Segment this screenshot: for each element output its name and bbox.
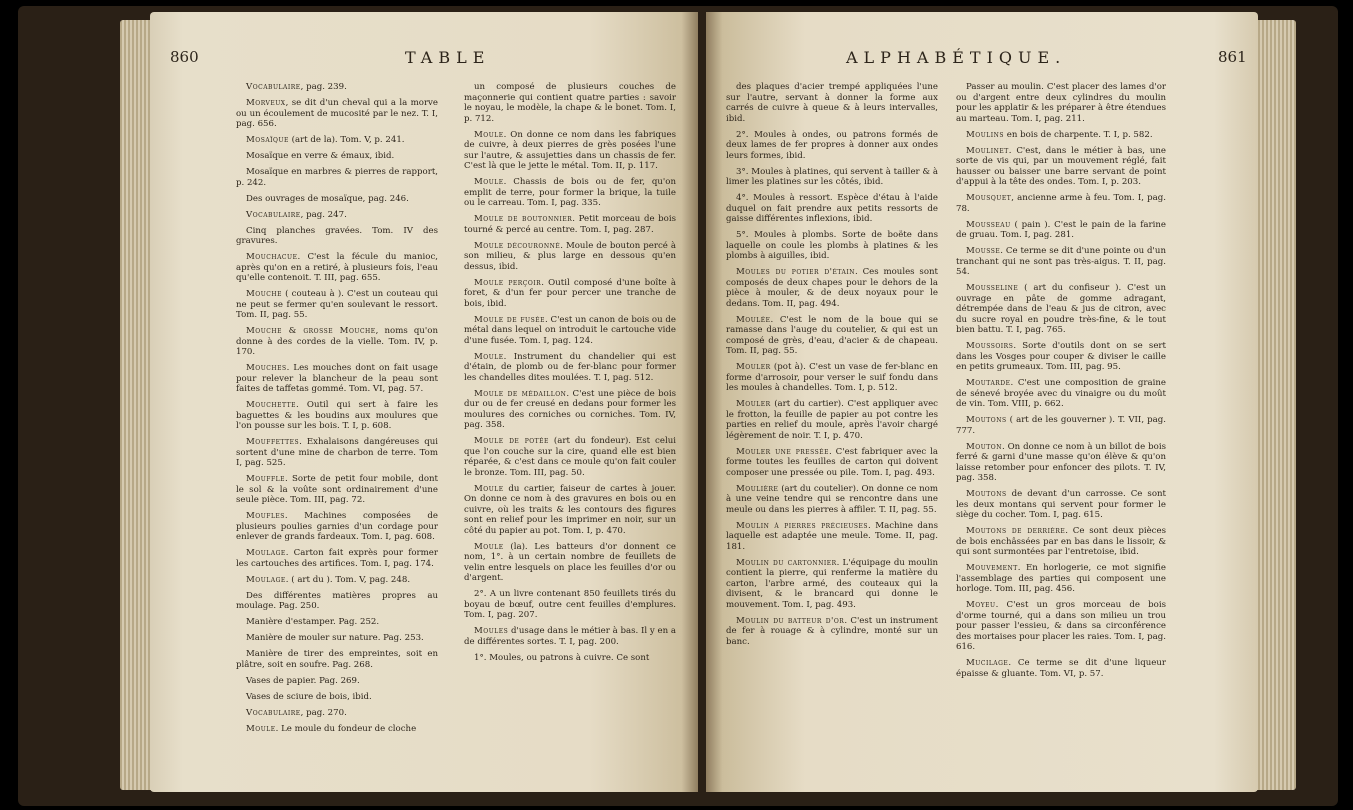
index-entry xyxy=(726,267,938,309)
entry-headword: Mouchette xyxy=(246,400,296,410)
entry-text: . Outil composé d'une boîte à foret, & d'un fer pour percer une tranche de bois, ibid. xyxy=(464,277,676,309)
index-entry xyxy=(236,575,438,586)
index-entry xyxy=(236,210,438,221)
entry-text: Manière d'estamper. Pag. 252. xyxy=(246,617,380,627)
entry-text: (pot à). C'est un vase de fer-blanc en forme d'arrosoir, pour verser le suif fondu dans les moules à chandelles. Tom. I, p. 512. xyxy=(726,362,938,393)
entry-text: . On donne ce nom à un billot de bois ferré & garni d'une masse qu'on élève & qu'on laisse retomber pour enfoncer des pilots. T. IV, pag. 358. xyxy=(956,441,1166,483)
entry-headword: Moussoirs xyxy=(966,341,1014,351)
entry-headword: Moulière xyxy=(736,483,779,494)
right-page-number: 861 xyxy=(1218,48,1247,66)
entry-headword: Moules du potier d'étain xyxy=(736,267,856,277)
entry-text: . L'équipage du moulin contient la pierre, qui renferme la matière du carton, l'arbre armé, des couteaux qui la divisent, & le brancard qui donne le mouvement. Tom. I, pag. 493. xyxy=(726,557,938,610)
index-entry xyxy=(236,437,438,469)
entry-text: Des différentes matières propres au moulage. Pag. 250. xyxy=(236,590,438,611)
entry-text: . On donne ce nom dans les fabriques de cuivre, à deux pierres de grès posées l'une sur l'autre, & assujetties dans un chassis de fer. C'est là que le jette le métal. Tom. II, p. 117. xyxy=(464,129,676,171)
entry-headword: Moule xyxy=(474,541,504,552)
entry-headword: Mouvement xyxy=(966,563,1018,573)
entry-text: un composé de plusieurs couches de maçonnerie qui contient quatre parties : savoir le noyau, le modèle, la chape & le bonet. Tom. I, p. 712. xyxy=(464,82,676,124)
right-running-head: ALPHABÉTIQUE. xyxy=(846,48,1067,67)
index-entry xyxy=(236,708,438,719)
entry-headword: Mouches xyxy=(246,363,287,373)
index-entry xyxy=(464,214,676,235)
entry-headword: Mousseau xyxy=(966,219,1011,230)
index-entry xyxy=(236,548,438,569)
entry-text: . C'est la fécule du manioc, après qu'on en a retiré, à plusieurs fois, l'eau qu'elle contenoit. T. III, pag. 655. xyxy=(236,252,438,283)
index-entry xyxy=(956,220,1166,241)
entry-headword: Moutarde xyxy=(966,378,1011,388)
entry-headword: Moule de fusée xyxy=(474,314,545,325)
index-entry xyxy=(236,194,438,205)
entry-text: , pag. 239. xyxy=(300,82,347,92)
left-column-2 xyxy=(464,82,676,669)
entry-headword: Mouton xyxy=(966,441,1002,452)
entry-headword: Moulins xyxy=(966,129,1004,140)
entry-text: . C'est, dans le métier à bas, une sorte de vis qui, par un mouvement réglé, fait hausser ou baisser une barre servant de point d'appui à la tête des ondes. Tom. I, p. 203. xyxy=(956,145,1166,187)
entry-text: , pag. 270. xyxy=(300,707,347,718)
index-entry xyxy=(956,246,1166,278)
entry-headword: Moule xyxy=(474,177,504,187)
entry-text: (art de la). Tom. V, p. 241. xyxy=(288,135,405,145)
entry-text: . Outil qui sert à faire les baguettes & les boudins aux moulures que l'on pousse sur les bois. T. I, p. 608. xyxy=(236,400,438,431)
index-entry xyxy=(236,511,438,543)
entry-text: 1°. Moules, ou patrons à cuivre. Ce sont xyxy=(474,652,650,663)
entry-text: (art du coutelier). On donne ce nom à une veine tendre qui se rencontre dans une meule ou dans les pierres à affiler. T. II, pag. 55. xyxy=(726,483,938,515)
left-page-number: 860 xyxy=(170,48,199,66)
index-entry xyxy=(956,489,1166,521)
entry-headword: Mouler xyxy=(736,362,771,372)
entry-text: en bois de charpente. T. I, p. 582. xyxy=(1004,129,1153,140)
index-entry xyxy=(464,389,676,431)
index-entry xyxy=(956,658,1166,679)
entry-text: . Petit morceau de bois tourné & percé au centre. Tom. I, pag. 287. xyxy=(464,214,676,235)
right-column-1 xyxy=(726,82,938,653)
entry-headword: Moule de médaillon xyxy=(474,388,567,399)
right-page-edges xyxy=(1256,20,1296,790)
left-running-head: TABLE xyxy=(405,48,491,67)
entry-headword: Moulin du cartonnier xyxy=(736,557,837,568)
index-entry xyxy=(464,278,676,310)
index-entry xyxy=(236,617,438,628)
entry-text: . Ce sont deux pièces de bois enchâssées par en bas dans le lissoir, & qui sont surmontées par l'entretoise, ibid. xyxy=(956,526,1166,557)
entry-headword: Morveux xyxy=(246,98,286,108)
index-entry xyxy=(956,378,1166,410)
entry-headword: Moulinet xyxy=(966,145,1009,156)
entry-text: 4°. Moules à ressort. Espèce d'étau à l'aide duquel on fait prendre aux petits ressorts de gaisse différentes inflexions, ibid. xyxy=(726,193,938,224)
entry-headword: Vocabulaire xyxy=(246,209,301,220)
entry-headword: Mosaïque xyxy=(246,135,289,145)
entry-text: 2°. A un livre contenant 850 feuillets tirés du boyau de bœuf, outre cent feuilles d'emplures. Tom. I, pag. 207. xyxy=(464,589,676,620)
entry-text: . Chassis de bois ou de fer, qu'on emplit de terre, pour former la brique, la tuile ou le carreau. Tom. I, pag. 335. xyxy=(464,177,676,208)
entry-text: . Machine dans laquelle est adaptée une meule. Tome. II, pag. 181. xyxy=(726,520,938,552)
index-entry xyxy=(236,591,438,612)
index-entry xyxy=(726,447,938,479)
entry-headword: Moyeu xyxy=(966,600,996,610)
entry-text: Mosaïque en marbres & pierres de rapport, p. 242. xyxy=(236,167,438,188)
entry-text: du cartier, faiseur de cartes à jouer. On donne ce nom à des gravures en bois ou en cuivre, où les traits & les contours des figures sont en relief pour les imprimer en noir, sur un côté du papier au pot. Tom. I, p. 470. xyxy=(464,483,676,536)
entry-text: Des ouvrages de mosaïque, pag. 246. xyxy=(246,193,409,204)
right-column-2 xyxy=(956,82,1166,685)
index-entry xyxy=(726,616,938,648)
entry-headword: Mouler une pressée xyxy=(736,446,830,457)
index-entry xyxy=(464,589,676,621)
entry-text: Mosaïque en verre & émaux, ibid. xyxy=(246,151,395,161)
entry-headword: Moule xyxy=(246,723,276,734)
entry-headword: Mouler xyxy=(736,399,771,409)
entry-headword: Mouchacue xyxy=(246,252,298,262)
entry-text: des plaques d'acier trempé appliquées l'une sur l'autre, servant à donner la forme aux carrés de cuivre à queue & à leurs intervalles, ibid. xyxy=(726,82,938,124)
entry-headword: Mousseline xyxy=(966,283,1019,293)
index-entry xyxy=(956,193,1166,214)
index-entry xyxy=(236,692,438,703)
entry-text: . Moule de bouton percé à son milieu, & plus large en dessous qu'en dessus, ibid. xyxy=(464,240,676,272)
index-entry xyxy=(726,130,938,162)
index-entry xyxy=(726,362,938,394)
index-entry xyxy=(464,352,676,384)
entry-text: . Le moule du fondeur de cloche xyxy=(275,723,417,734)
entry-headword: Mouche & grosse Mouche xyxy=(246,326,376,336)
index-entry xyxy=(464,82,676,124)
entry-text: , se dit d'un cheval qui a la morve ou un écoulement de mucosité par le nez. T. I, pag. 656. xyxy=(236,98,438,129)
index-entry xyxy=(726,230,938,262)
index-entry xyxy=(236,82,438,93)
entry-headword: Moufles xyxy=(246,511,285,521)
entry-headword: Mouffettes xyxy=(246,437,300,447)
entry-headword: Moule xyxy=(474,483,504,494)
index-entry xyxy=(236,135,438,146)
entry-text: Cinq planches gravées. Tom. IV des gravures. xyxy=(236,225,438,246)
entry-text: d'usage dans le métier à bas. Il y en a de différentes sortes. T. I, pag. 200. xyxy=(464,626,676,647)
index-entry xyxy=(726,558,938,611)
entry-text: , noms qu'on donne à des cordes de la vielle. Tom. IV, p. 170. xyxy=(236,326,438,357)
entry-headword: Moules xyxy=(474,626,509,636)
entry-text: , pag. 247. xyxy=(300,209,347,220)
index-entry xyxy=(236,400,438,432)
index-entry xyxy=(956,341,1166,373)
entry-text: (art du cartier). C'est appliquer avec le frotton, la feuille de papier au pot contre les parties en relief du moule, après l'avoir chargé légèrement de noir. T. I, p. 470. xyxy=(726,399,938,441)
entry-headword: Moule xyxy=(474,351,504,362)
entry-text: . ( art du ). Tom. V, pag. 248. xyxy=(285,574,411,585)
index-entry xyxy=(236,151,438,162)
index-entry xyxy=(236,326,438,358)
index-entry xyxy=(726,82,938,124)
index-entry xyxy=(956,82,1166,124)
index-entry xyxy=(956,442,1166,484)
index-entry xyxy=(956,600,1166,653)
entry-text: . C'est fabriquer avec la forme toutes les feuilles de carton qui doivent composer une pressée ou pile. Tom. I, pag. 493. xyxy=(726,446,938,478)
entry-headword: Moutons xyxy=(966,415,1007,425)
entry-text: . C'est une pièce de bois dur ou de fer creusé en dedans pour former les moulures des corniches ou corniches. Tom. IV, pag. 358. xyxy=(464,388,677,430)
entry-text: . Sorte de petit four mobile, dont le sol & la voûte sont ordinairement d'une seule pièce. Tom. III, pag. 72. xyxy=(236,474,438,505)
entry-headword: Moulage xyxy=(246,574,286,585)
index-entry xyxy=(726,399,938,441)
entry-headword: Mouffle xyxy=(246,474,285,484)
index-entry xyxy=(956,283,1166,336)
index-entry xyxy=(464,626,676,647)
index-entry xyxy=(236,363,438,395)
entry-text: . Ces moules sont composés de deux chapes pour le dehors de la pièce à mouler, & de deux noyaux pour le dedans. Tom. II, pag. 494. xyxy=(726,267,938,309)
index-entry xyxy=(464,542,676,584)
entry-text: . Les mouches dont on fait usage pour relever la blancheur de la peau sont faites de taffetas gommé. Tom. VI, pag. 57. xyxy=(236,363,438,394)
entry-text: . En horlogerie, ce mot signifie l'assemblage des parties qui composent une horloge. Tom. III, pag. 456. xyxy=(956,563,1166,594)
left-page xyxy=(150,12,698,792)
entry-text: (la). Les batteurs d'or donnent ce nom, 1°. à un certain nombre de feuillets de velin entre lesquels on place les feuilles d'or ou d'argent. xyxy=(464,541,676,583)
index-entry xyxy=(464,177,676,209)
index-entry xyxy=(726,167,938,188)
entry-text: 2°. Moules à ondes, ou patrons formés de deux lames de fer propres à donner aux ondes leurs formes, ibid. xyxy=(726,129,938,161)
index-entry xyxy=(726,521,938,553)
index-entry xyxy=(236,289,438,321)
entry-text: , ancienne arme à feu. Tom. I, pag. 78. xyxy=(956,193,1166,214)
index-entry xyxy=(726,315,938,357)
entry-text: ( pain ). C'est le pain de la farine de gruau. Tom. I, pag. 281. xyxy=(956,219,1166,240)
entry-text: . Instrument du chandelier qui est d'étain, de plomb ou de fer-blanc pour former les chandelles dites moulées. T. I, pag. 512. xyxy=(464,351,676,383)
entry-text: Manière de tirer des empreintes, soit en plâtre, soit en soufre. Pag. 268. xyxy=(236,649,438,670)
index-entry xyxy=(236,676,438,687)
left-column-1 xyxy=(236,82,438,740)
entry-headword: Moule perçoir xyxy=(474,277,542,288)
entry-text: . Sorte d'outils dont on se sert dans les Vosges pour couper & diviser le caille en petits grumeaux. Tom. III, pag. 95. xyxy=(956,341,1166,372)
entry-text: . Exhalaisons dangéreuses qui sortent d'une mine de charbon de terre. Tom I, pag. 525. xyxy=(236,437,438,468)
entry-headword: Mucilage xyxy=(966,658,1009,668)
index-entry xyxy=(236,474,438,506)
entry-text: . C'est une composition de graine de sénevé broyée avec du vinaigre ou du moût de vin. Tom. VIII, p. 662. xyxy=(956,378,1166,409)
entry-headword: Moutons de derrière xyxy=(966,526,1066,536)
entry-text: ( art de les gouverner ). T. VII, pag. 777. xyxy=(956,415,1166,436)
entry-text: . C'est le nom de la boue qui se ramasse dans l'auge du coutelier, & qui est un composé de grès, d'eau, d'acier & de chapeau. Tom. II, pag. 55. xyxy=(726,314,938,356)
entry-text: . C'est un instrument de fer à rouage & à cylindre, monté sur un banc. xyxy=(726,615,938,647)
entry-headword: Moulin à pierres précieuses xyxy=(736,520,869,531)
index-entry xyxy=(726,484,938,516)
index-entry xyxy=(464,241,676,273)
entry-text: 3°. Moules à platines, qui servent à tailler & à limer les platines sur les côtés, ibid. xyxy=(726,166,938,187)
entry-text: . Machines composées de plusieurs poulies garnies d'un cordage pour enlever de grands fardeaux. Tom. I, pag. 608. xyxy=(236,511,438,542)
entry-text: (art du fondeur). Est celui que l'on couche sur la cire, quand elle est bien réparée, & c'est dans ce moule qu'on fait couler le bronze. Tom. III, pag. 50. xyxy=(464,436,676,478)
index-entry xyxy=(726,193,938,225)
entry-headword: Mousse xyxy=(966,246,1001,256)
entry-headword: Vocabulaire xyxy=(246,82,301,92)
index-entry xyxy=(464,436,676,478)
entry-headword: Moule xyxy=(474,129,504,140)
entry-headword: Moulée xyxy=(736,314,771,325)
index-entry xyxy=(236,226,438,247)
index-entry xyxy=(236,633,438,644)
entry-headword: Moulage xyxy=(246,548,286,558)
entry-headword: Vocabulaire xyxy=(246,707,301,718)
entry-headword: Mouche xyxy=(246,289,282,299)
entry-text: Passer au moulin. C'est placer des lames d'or ou d'argent entre deux cylindres du moulin pour les applatir & les préparer à être étendues au marteau. Tom. I, pag. 211. xyxy=(956,82,1166,124)
index-entry xyxy=(236,724,438,735)
index-entry xyxy=(956,526,1166,558)
index-entry xyxy=(956,146,1166,188)
entry-text: ( couteau à ). C'est un couteau qui ne peut se fermer qu'en soulevant le ressort. Tom. II, pag. 55. xyxy=(236,289,438,320)
index-entry xyxy=(956,130,1166,141)
right-page xyxy=(706,12,1258,792)
entry-text: ( art du confiseur ). C'est un ouvrage en pâte de gomme adragant, détrempée dans de l'eau & jus de citron, avec du sucre royal en poudre très-fine, & le tout bien battu. T. I, pag. 765. xyxy=(956,283,1166,335)
entry-headword: Mousquet xyxy=(966,193,1012,203)
entry-text: . C'est un canon de bois ou de métal dans lequel on introduit le cartouche vide d'une fusée. Tom. I, pag. 124. xyxy=(464,314,676,346)
index-entry xyxy=(956,415,1166,436)
entry-text: Vases de papier. Pag. 269. xyxy=(246,675,360,686)
entry-text: Vases de sciure de bois, ibid. xyxy=(246,691,372,702)
entry-headword: Moulin du batteur d'or xyxy=(736,615,845,626)
entry-text: Manière de mouler sur nature. Pag. 253. xyxy=(246,633,424,643)
index-entry xyxy=(236,252,438,284)
index-entry xyxy=(236,98,438,130)
left-page-edges xyxy=(120,20,152,790)
entry-headword: Moutons xyxy=(966,489,1007,499)
index-entry xyxy=(236,649,438,670)
entry-text: . C'est un gros morceau de bois d'orme tourné, qui a dans son milieu un trou pour passer l'essieu, & dans sa circonférence des mortaises pour placer les raies. Tom. I, pag. 616. xyxy=(956,600,1166,652)
index-entry xyxy=(464,130,676,172)
entry-text: . Ce terme se dit d'une liqueur épaisse & gluante. Tom. VI, p. 57. xyxy=(956,658,1166,679)
entry-text: de devant d'un carrosse. Ce sont les deux montans qui servent pour former le siège du cocher. Tom. I, pag. 615. xyxy=(956,489,1166,520)
entry-text: 5°. Moules à plombs. Sorte de boëte dans laquelle on coule les plombs à platines & les plombs à aiguilles, ibid. xyxy=(726,230,938,261)
entry-headword: Moule de potée xyxy=(474,436,549,446)
index-entry xyxy=(464,653,676,664)
entry-headword: Moule découronné xyxy=(474,240,561,251)
entry-text: . Carton fait exprès pour former les cartouches des artifices. Tom. I, pag. 174. xyxy=(236,548,438,569)
index-entry xyxy=(464,484,676,537)
index-entry xyxy=(956,563,1166,595)
entry-headword: Moule de boutonnier xyxy=(474,214,573,224)
entry-text: . Ce terme se dit d'une pointe ou d'un tranchant qui ne sont pas très-aigus. T. II, pag. 54. xyxy=(956,246,1166,277)
index-entry xyxy=(236,167,438,188)
index-entry xyxy=(464,315,676,347)
